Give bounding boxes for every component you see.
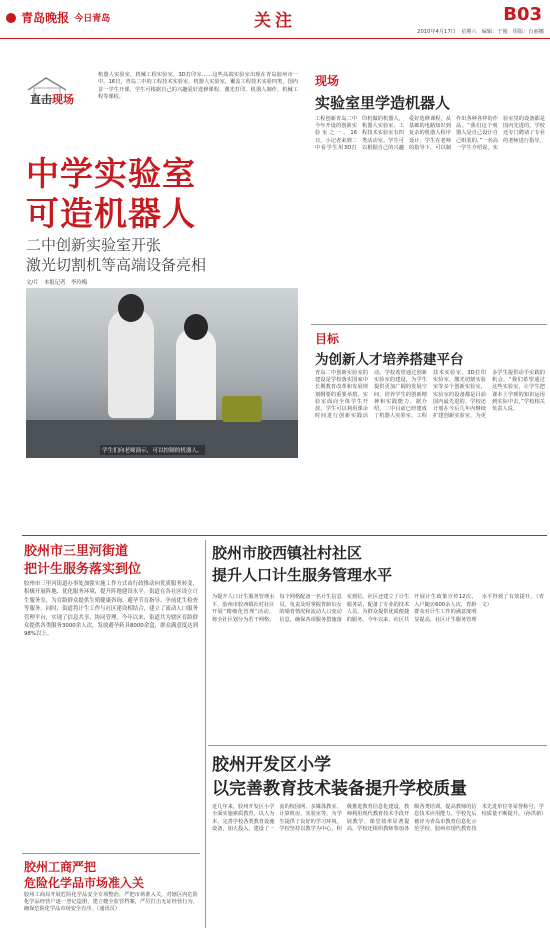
left-bottom-body: 胶州工商局开展危险化学品安全专项整治，严把市场准入关，对辖区内危险化学品经营户逐一登记造册，建立健全监管档案，严厉打击无证经营行为，确保危险化学品市场安全有序。（通讯员）	[24, 892, 198, 913]
left-top-headline-line2: 把计生服务落实到位	[24, 562, 142, 577]
photo-student-figure-2	[176, 328, 216, 428]
photo-caption: 学生们向老师演示，可以控制的机器人。	[100, 445, 205, 455]
bottom-headline-line1: 胶州开发区小学	[212, 755, 331, 775]
date-line: 2010年4月17日 星期六 编辑：于俊 组版：台丽娜	[417, 29, 544, 35]
middle-divider	[208, 745, 547, 746]
photo-student-head-2	[184, 314, 208, 340]
left-bottom-headline-line1: 胶州工商严把	[24, 860, 97, 874]
middle-headline-line2: 提升人口计生服务管理水平	[212, 566, 393, 584]
page-number: B03	[503, 4, 542, 25]
side-tag: 现场	[315, 74, 340, 88]
section-name: 关注	[254, 11, 296, 31]
photo-student-figure	[108, 308, 154, 418]
logo-icon	[6, 13, 16, 23]
left-story-bottom	[22, 858, 202, 928]
logo-subtitle: 今日青岛	[74, 14, 111, 24]
side-body: 工程创新青岛二中今年开设的创新实验室之一。16日，小记者来到二中看学生用3D打印机做的机器人，机器人实验室、工程技术实验室有四类活动室。学生可以根据自己的兴趣爱好选修课程，从基础的电路知识到复杂的机器人程序设计，学生在老师的指导下，可以制作出各种各样的作品。“我们这个机器人是自己设计自己组装的，”一名高一学生介绍说，实验室里的设备都是国内先进的，学校还专门聘请了专业的老师进行指导。	[315, 116, 545, 151]
top-section-rule	[22, 535, 547, 536]
photo-student-head	[118, 294, 144, 322]
middle-body: 为提升人口计生服务管理水平，胶州市胶西镇社村社区开展“精细化管理”活动，将全社区划分为若干网格，每个网格配备一名计生信息员，负责及时掌握育龄妇女的婚育情况和流动人口变动信息，确保各项服务措施落实到位。社区还建立了计生服务站，配备了专业的技术人员，为群众提供优质便捷的服务。今年以来，社区共开展计生政策宣传12次，入户随访600余人次，育龄群众对计生工作的满意度明显提高，社区计生服务管理水平得到了有效提升。（青文）	[212, 594, 544, 623]
target-headline: 为创新人才培养搭建平台	[315, 352, 464, 368]
middle-headline-line1: 胶州市胶西镇社村社区	[212, 544, 363, 562]
left-top-body: 胶州市三里河街道办事处加强实施工作方式由行政推动向优质服务转变，积极开展阵地、优化服务环境，提升阵地建设水平。街道在各社区设立计生服务室，为育龄群众提供生殖健康咨询、避孕节育指导、孕前优生检查等服务。同时，街道将计生工作与社区建设相结合，建立了流动人口服务管理平台，实现了信息共享、协同管理。今年以来，街道共为辖区育龄群众提供各类服务3000余人次，发放避孕药具8000余盒，群众满意度达到98%以上。	[24, 581, 198, 638]
kicker-badge-text-2: 现场	[52, 93, 74, 106]
side-divider	[311, 324, 547, 325]
side-story	[311, 70, 547, 320]
lead-subheadline-line1: 二中创新实验室开张	[26, 236, 162, 254]
masthead-rule	[0, 38, 550, 39]
lead-byline: 文/片 本报记者 李玲梅	[26, 280, 88, 286]
side-headline: 实验室里学造机器人	[315, 94, 451, 112]
bottom-headline-line2: 以完善教育技术装备提升学校质量	[212, 779, 467, 799]
kicker-badge	[30, 88, 74, 107]
masthead	[0, 0, 550, 42]
left-top-headline-line1: 胶州市三里河街道	[24, 544, 129, 559]
newspaper-logo	[6, 7, 118, 27]
column-rule	[205, 540, 206, 928]
logo-text: 青岛晚报	[21, 11, 70, 25]
middle-story	[208, 540, 548, 740]
kicker-badge-text: 直击	[30, 93, 52, 106]
lead-subheadline-line2: 激光切割机等高端设备亮相	[26, 256, 207, 274]
left-divider	[22, 853, 200, 854]
target-tag: 目标	[315, 332, 340, 346]
lead-story	[22, 62, 302, 462]
left-bottom-headline-line2: 危险化学品市场准入关	[24, 876, 145, 890]
lead-headline-line2: 可造机器人	[26, 194, 196, 233]
bottom-story	[208, 750, 548, 930]
lead-photo	[26, 288, 298, 458]
photo-robot-icon	[222, 396, 262, 422]
left-story-top	[22, 540, 202, 850]
target-body: 青岛二中创新实验室的建设是学校落实国家中长期教育改革和发展规划纲要的重要举措。实验室面向全体学生开放，学生可以利用课余时间进行创新实践活动。学校希望通过创新实验室的建设，为学生提供更加广阔的发展空间，培养学生的创新精神和实践能力。据介绍，二中目前已经建成了机器人实验室、工程技术实验室、3D打印实验室、激光切割实验室等多个创新实验室，实验室的设备都是目前国内最先进的。学校还计划在今后几年内继续扩建创新实验室，为更多学生提供动手实践的机会。“我们希望通过这些实验室，让学生把课本上学到的知识运用到实际中去，”学校相关负责人说。	[315, 370, 545, 420]
bottom-body: 近几年来，胶州开发区小学全面实施素质教育，以人为本，完善学校各类教育设施设备，加大投入，建设了一流的校园网、多媒体教室、计算机房、实验室等，为学生提供了良好的学习环境。学校坚持以教学为中心，积极推进教育信息化建设，教师利用现代教育技术手段开展教学，课堂效率显著提高。学校还组织教师参加各级各类培训，提高教师的信息技术应用能力。学校先后被评为青岛市教育信息化示范学校、胶州市现代教育技术先进单位等荣誉称号，学校质量不断提升。（孙洪新）	[212, 804, 547, 833]
target-story	[311, 326, 547, 530]
lead-summary: 机器人实验室，机械工程实验室，3D打印室……这些高端实验室出现在青岛胶州市一中。16日，青岛二中的工程技术实验室，机器人实验室，覆盖工程技术实验四类，国内首一学生开课，学生可根据自己的兴趣爱好选修课程，激光打印、机器人制作、机械工程等课程。	[98, 72, 298, 101]
lead-headline-line1: 中学实验室	[26, 154, 196, 193]
